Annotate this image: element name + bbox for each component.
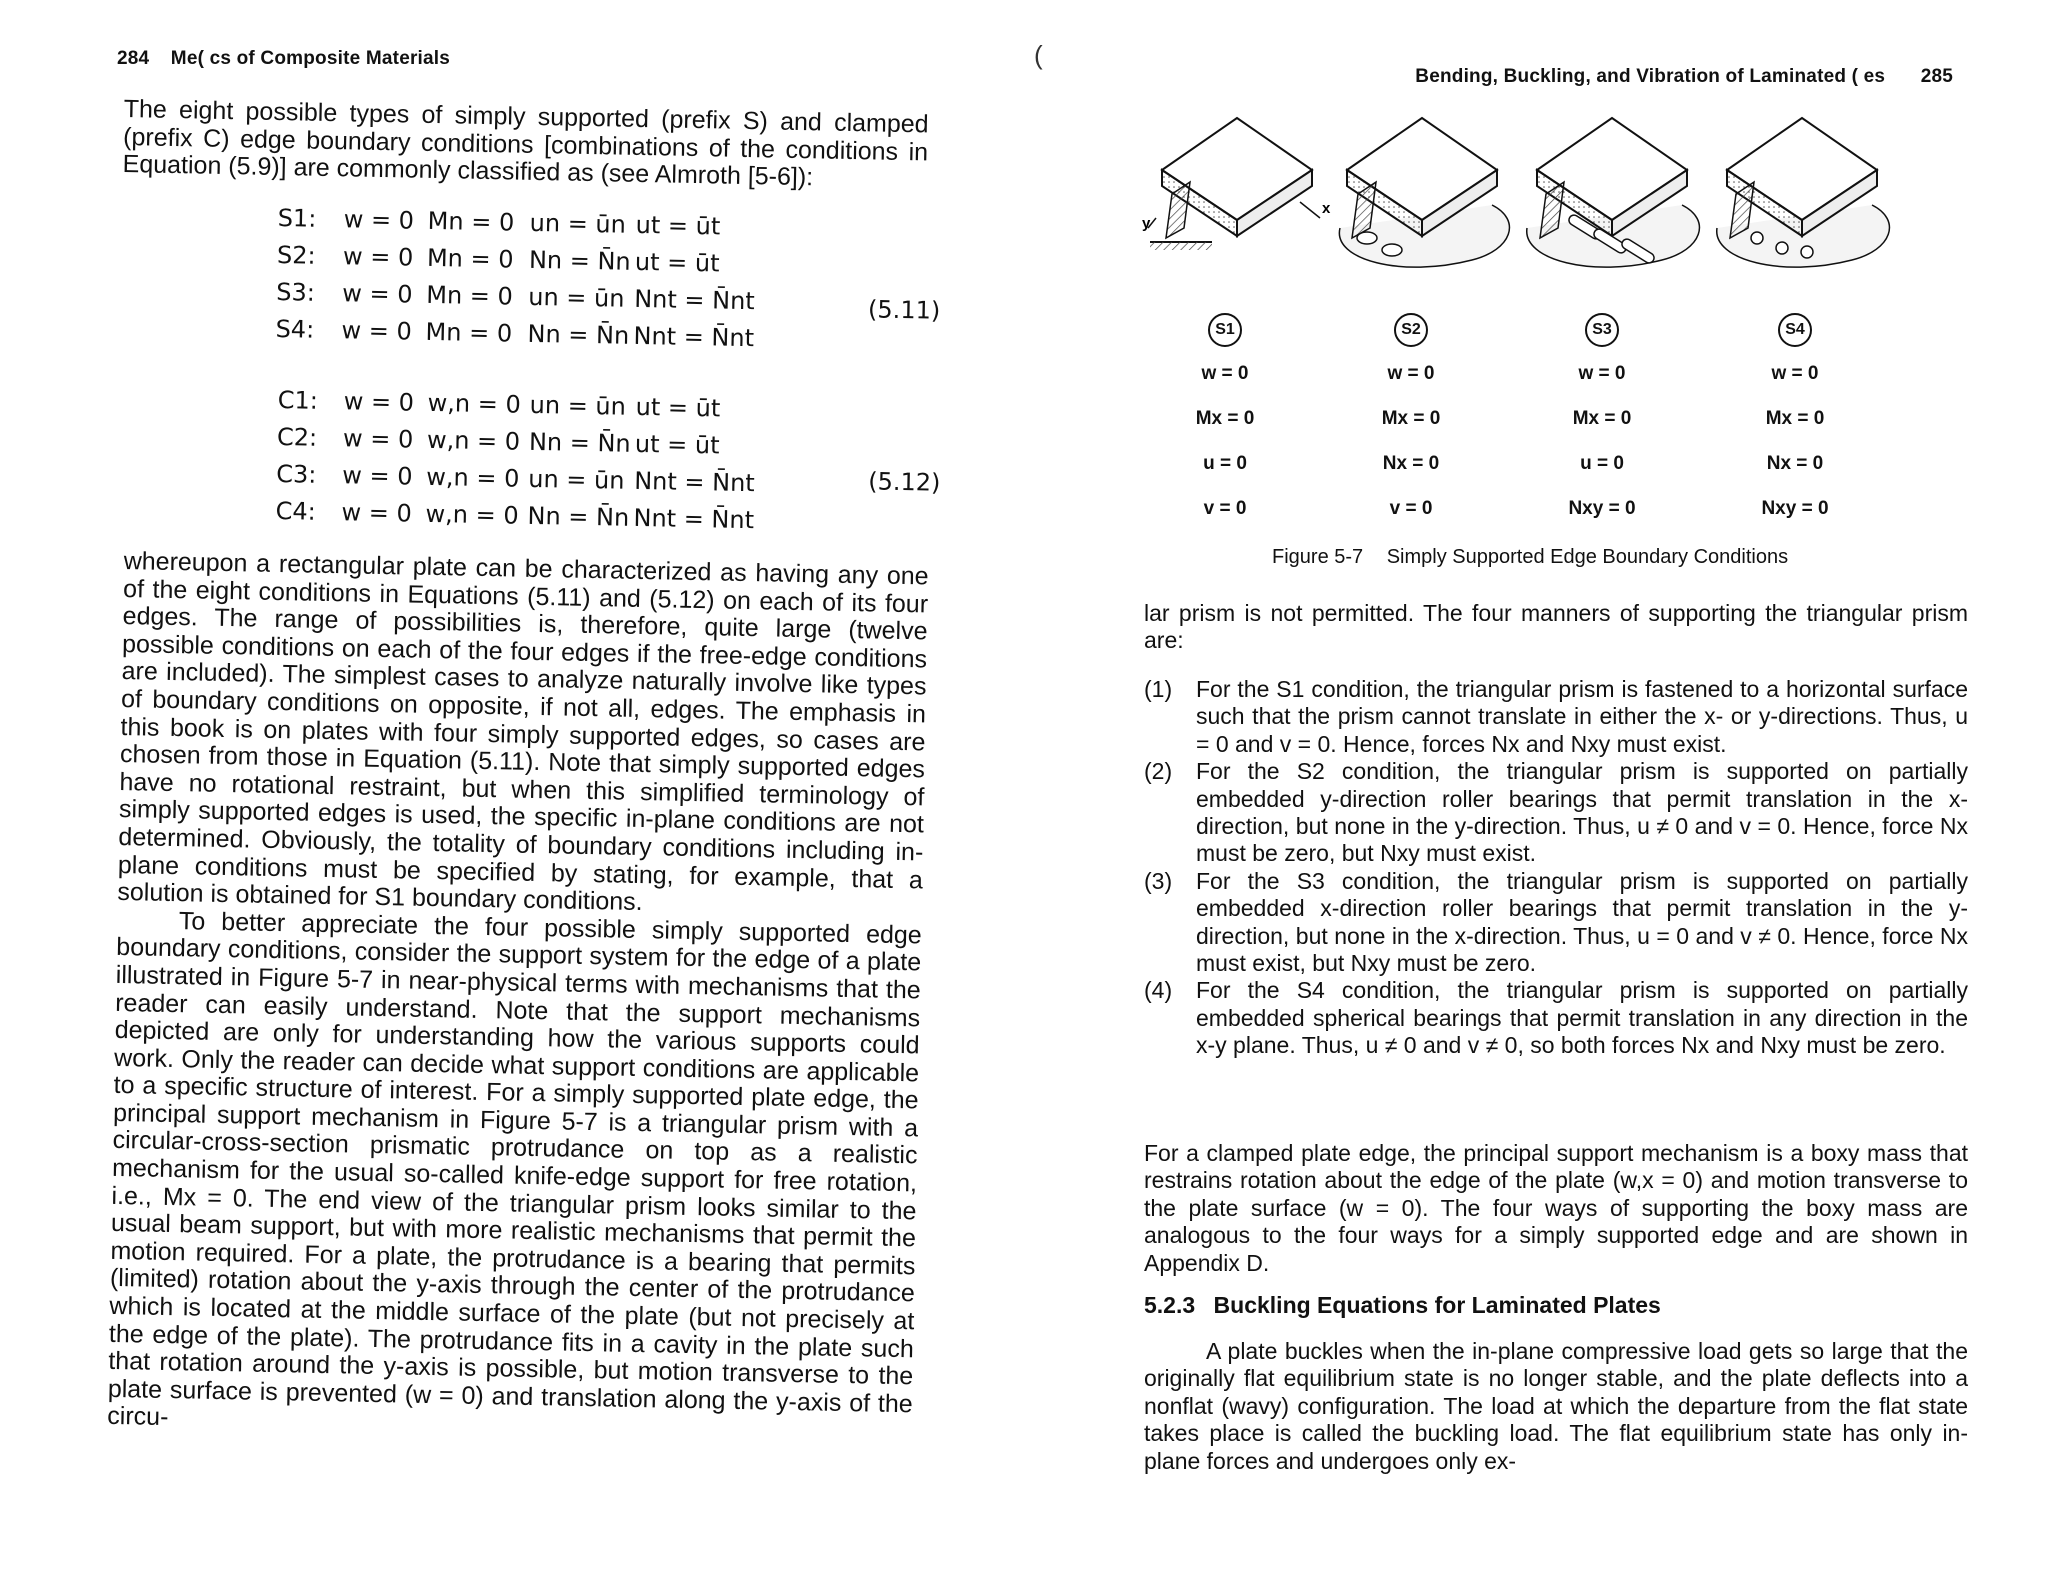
condition-line: Mx = 0 <box>1572 408 1632 429</box>
right-page-number: 285 <box>1920 66 1953 87</box>
eq-w: w = 0 <box>342 424 414 454</box>
condition-line: Nx = 0 <box>1766 453 1824 474</box>
eq-condition-2: ut = ūt <box>635 392 721 423</box>
condition-column-s4 <box>1730 306 1860 531</box>
eq-w: w = 0 <box>343 205 415 235</box>
list-item <box>1144 868 1968 978</box>
eq-label: C4: <box>275 496 316 526</box>
eq-condition-2: ut = ūt <box>634 429 720 460</box>
eq-w: w = 0 <box>343 387 415 417</box>
badge-s3: S3 <box>1585 313 1619 347</box>
eq-condition-2: ut = ūt <box>634 247 720 278</box>
figure-caption <box>1272 546 1788 569</box>
equation-number: (5.12) <box>868 467 941 497</box>
eq-condition-2: Nnt = N̄nt <box>633 466 756 498</box>
eq-condition-1: un = ūn <box>527 282 625 313</box>
eq-moment: Mn = 0 <box>426 243 514 274</box>
list-item-number: (3) <box>1144 867 1173 894</box>
eq-condition-1: Nn = N̄n <box>527 501 630 532</box>
eq-rotation: w,n = 0 <box>426 462 520 493</box>
condition-line: Nxy = 0 <box>1568 498 1636 519</box>
left-body-text <box>107 548 929 1446</box>
eq-moment: Mn = 0 <box>425 317 513 348</box>
list-item-text: For the S1 condition, the triangular prism is fastened to a horizontal surface such that the prism cannot translate in either the x- or y-directions. Thus, u = 0 and v = 0. Hence, forces Nx and Nxy must exist. <box>1196 676 1968 757</box>
condition-line: Mx = 0 <box>1381 408 1441 429</box>
eq-rotation: w,n = 0 <box>427 388 522 419</box>
eq-label: S3: <box>276 277 316 307</box>
buckling-paragraph <box>1144 1338 1968 1475</box>
axis-y-label: y <box>1142 215 1151 232</box>
condition-line: v = 0 <box>1389 498 1433 519</box>
eq-condition-1: un = ūn <box>529 390 627 421</box>
eq-w: w = 0 <box>341 498 413 528</box>
paragraph-boundary-conditions: whereupon a rectangular plate can be characterized as having any one of the eight conditions in Equations (5.11) and (5.12) on each of its four edges. The range of possibilities is, therefore, quite large (twelve possible conditions on each of the four edges if the free-edge conditions are included). The simplest cases to analyze naturally involve like types of boundary conditions on opposite, if not all, edges. The emphasis in this book is on plates with four simply supported edges, so cases are chosen from those in Equation (5.11). Note that simply supported edges have no rotational restraint, but when this simplified terminology of simply supported edges is used, the specific in-plane conditions are not determined. Obviously, the totality of boundary conditions including in-plane conditions must be specified by stating, for example, that a solution is obtained for S1 boundary conditions. <box>117 547 929 917</box>
condition-line: w = 0 <box>1771 363 1819 384</box>
eq-label: C3: <box>276 459 317 489</box>
badge-s1: S1 <box>1208 313 1242 347</box>
left-running-title: Me( cs of Composite Materials <box>170 48 451 69</box>
eq-moment: Mn = 0 <box>427 206 515 237</box>
list-item-number: (1) <box>1144 676 1173 702</box>
section-heading <box>1144 1292 1661 1319</box>
condition-line: Mx = 0 <box>1195 408 1255 429</box>
eq-label: S1: <box>277 204 317 233</box>
list-item <box>1144 758 1968 868</box>
condition-line: Nxy = 0 <box>1761 498 1829 519</box>
left-page-number: 284 <box>117 48 150 69</box>
eq-condition-2: Nnt = N̄nt <box>633 503 755 535</box>
eq-w: w = 0 <box>342 242 414 272</box>
eq-condition-2: ut = ūt <box>635 210 721 241</box>
condition-line: v = 0 <box>1203 498 1247 519</box>
badge-s2: S2 <box>1394 313 1428 347</box>
eq-label: S4: <box>275 314 315 344</box>
paragraph-support-mechanisms: To better appreciate the four possible simply supported edge boundary conditions, consider the support system for the edge of a plate illustrated in Figure 5-7 in near-physical terms with mechanisms that the reader can easily understand. Note that the support mechanisms depicted are only for understanding how the various supports could work. Only the reader can decide what support conditions are applicable to a specific structure of interest. For a simply supported plate edge, the principal support mechanism in Figure 5-7 is a triangular prism with a circular-cross-section prismatic protrudance on top as a realistic mechanism for the usual so-called knife-edge support for free rotation, i.e., Mx = 0. The end view of the triangular prism looks similar to the usual beam support, but with more realistic mechanisms that permit the motion required. For a plate, the protrudance is a bearing that permits (limited) rotation about the y-axis through the center of the protrudance which is located at the middle surface of the plate (but not precisely at the edge of the plate). The protrudance fits in a cavity in the plate such that rotation around the y-axis is possible, but motion transverse to the plate surface is prevented (w = 0) and translation along the y-axis of the circu- <box>107 906 922 1432</box>
condition-line: w = 0 <box>1387 363 1435 384</box>
condition-line: u = 0 <box>1580 453 1624 474</box>
right-running-title: Bending, Buckling, and Vibration of Laminated ( es <box>1415 66 1886 87</box>
condition-column-s2 <box>1346 306 1476 531</box>
equation-number: (5.11) <box>867 295 941 325</box>
clamped-paragraph <box>1144 1140 1968 1277</box>
condition-line: Mx = 0 <box>1765 408 1825 429</box>
list-item <box>1144 676 1968 758</box>
eq-condition-2: Nnt = N̄nt <box>633 321 755 353</box>
continuation-text: lar prism is not permitted. The four manners of supporting the triangular prism are: <box>1144 600 1968 654</box>
eq-moment: Mn = 0 <box>426 280 514 311</box>
support-s3-drawing <box>1527 118 1700 267</box>
intro-paragraph <box>122 96 928 194</box>
continuation-paragraph <box>1144 600 1968 655</box>
equation-5-11 <box>275 204 941 377</box>
buckling-text: A plate buckles when the in-plane compressive load gets so large that the originally flat equilibrium state is no longer stable, and the plate deflects into a nonflat (wavy) configuration. The load at which the departure from the flat state takes place is called the buckling load. The flat equilibrium state has only in-plane forces and undergoes only ex- <box>1144 1338 1968 1474</box>
list-item-number: (2) <box>1144 758 1173 785</box>
right-running-head <box>1415 66 1953 88</box>
eq-condition-1: Nn = N̄n <box>528 245 631 276</box>
eq-condition-1: un = ūn <box>529 208 627 239</box>
eq-condition-1: Nn = N̄n <box>527 319 630 350</box>
eq-w: w = 0 <box>341 316 413 346</box>
list-item-number: (4) <box>1144 977 1173 1004</box>
scan-artifact: ( <box>1034 40 1043 70</box>
condition-column-s3 <box>1537 306 1667 531</box>
list-item-text: For the S4 condition, the triangular prism is supported on partially embedded spherical bearings that permit translation in any direction in the x-y plane. Thus, u ≠ 0 and v ≠ 0, so both forces Nx and Nxy must be zero. <box>1196 977 1968 1059</box>
eq-label: C1: <box>277 386 319 415</box>
condition-column-s1 <box>1160 306 1290 531</box>
condition-line: Nx = 0 <box>1382 453 1440 474</box>
badge-s4: S4 <box>1778 313 1812 347</box>
support-s2-drawing <box>1339 118 1509 267</box>
figure-caption-label: Figure 5-7 <box>1272 546 1364 568</box>
eq-condition-1: Nn = N̄n <box>528 427 631 458</box>
eq-rotation: w,n = 0 <box>425 499 519 530</box>
section-title: Buckling Equations for Laminated Plates <box>1213 1292 1661 1318</box>
support-list <box>1144 676 1968 1060</box>
eq-rotation: w,n = 0 <box>426 425 521 456</box>
condition-line: w = 0 <box>1578 363 1626 384</box>
support-s4-drawing <box>1717 118 1890 267</box>
eq-label: C2: <box>276 422 318 452</box>
condition-line: u = 0 <box>1203 453 1247 474</box>
right-page <box>1034 0 2048 1582</box>
figure-caption-text: Simply Supported Edge Boundary Conditions <box>1386 546 1789 568</box>
eq-condition-1: un = ūn <box>527 464 625 495</box>
axis-x-label: x <box>1322 200 1331 217</box>
eq-condition-2: Nnt = N̄nt <box>633 284 756 316</box>
eq-label: S2: <box>276 240 316 270</box>
support-s1-drawing <box>1142 118 1331 250</box>
list-item <box>1144 977 1968 1059</box>
section-number: 5.2.3 <box>1144 1292 1196 1318</box>
eq-w: w = 0 <box>342 461 413 491</box>
intro-text: The eight possible types of simply supported (prefix S) and clamped (prefix C) edge boundary conditions [combinations of the conditions in Equation (5.9)] are commonly classified as (see Almroth [5-6]): <box>122 95 929 192</box>
list-item-text: For the S3 condition, the triangular prism is supported on partially embedded x-direction roller bearings that permit translation in the y-direction, but none in the x-direction. Thus, u = 0 and v ≠ 0. Hence, force Nx must exist, but Nxy must be zero. <box>1196 867 1968 977</box>
list-item-text: For the S2 condition, the triangular prism is supported on partially embedded y-direction roller bearings that permit translation in the x-direction, but none in the y-direction. Thus, u ≠ 0 and v = 0. Hence, force Nx must be zero, but Nxy must exist. <box>1196 758 1968 867</box>
condition-line: w = 0 <box>1201 363 1249 384</box>
left-running-head <box>117 48 450 70</box>
clamped-text: For a clamped plate edge, the principal support mechanism is a boxy mass that restrains rotation about the edge of the plate (w,x = 0) and motion transverse to the plate surface (w = 0). The four ways of supporting the boxy mass are analogous to the four ways for a simply supported edge and are shown in Appendix D. <box>1144 1140 1968 1276</box>
equation-5-12 <box>275 386 941 559</box>
eq-w: w = 0 <box>342 279 413 309</box>
